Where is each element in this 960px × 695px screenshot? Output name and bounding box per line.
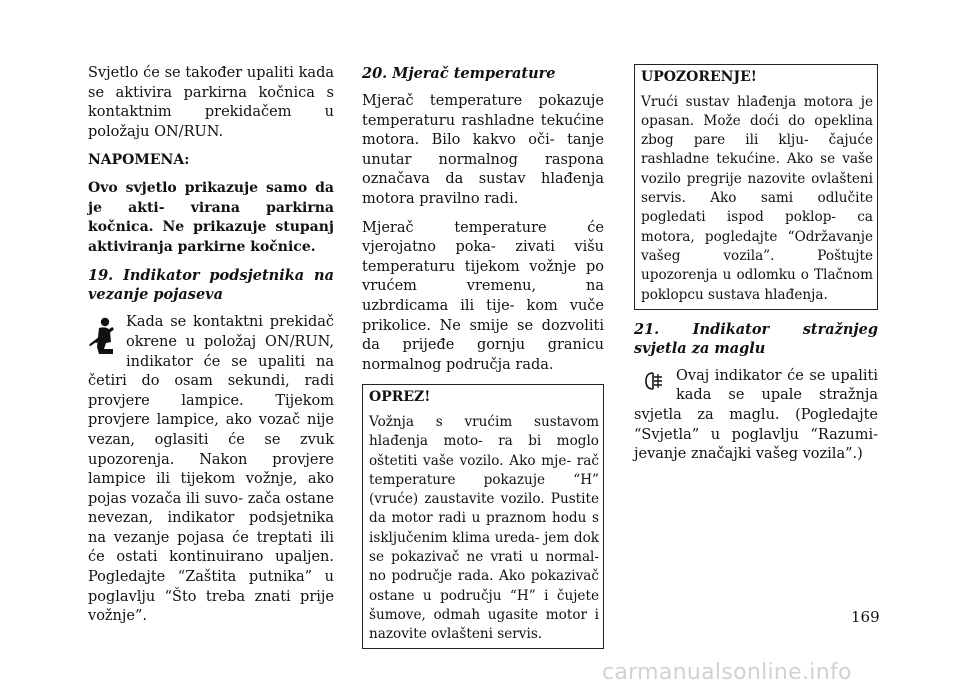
seatbelt-paragraph <box>88 313 334 627</box>
fog-text: Ovaj indikator će se upaliti kada se upale stražnja svjetla za maglu. (Pogledajte “Svjetla” u poglavlju “Razumi- jevanje značajki vašeg vozila”.) <box>634 367 878 463</box>
heading-seatbelt-reminder: 19. Indikator podsjetnika na vezanje pojaseva <box>88 267 334 304</box>
note-text: Ovo svjetlo prikazuje samo da je akti- virana parkirna kočnica. Ne prikazuje stupanj aktiviranja parkirne kočnice. <box>88 179 334 255</box>
column-middle <box>362 64 604 659</box>
column-right <box>634 64 878 474</box>
rear-fog-light-icon <box>642 371 664 398</box>
intro-paragraph: Svjetlo će se također upaliti kada se aktivira parkirna kočnica s kontaktnim prekidačem u položaju ON/RUN. <box>88 65 334 140</box>
heading-temperature-gauge: 20. Mjerač temperature <box>362 65 556 82</box>
warning-box <box>634 64 878 310</box>
page-number: 169 <box>851 608 880 626</box>
warning-title: UPOZORENJE! <box>641 69 757 85</box>
caution-box <box>362 384 604 649</box>
seatbelt-text: Kada se kontaktni prekidač okrene u položaj ON/RUN, indikator će se upaliti na četiri do osam sekundi, radi provjere lampice. Tijekom provjere lampice, ako vozač nije vezan, oglasiti će se zvuk upozorenja. Nakon provjere lampice ili tijekom vožnje, ako pojas vozača ili suvo- zača ostane nevezan, indikator podsjetnika na vezanje pojasa će treptati ili će ostati kontinuirano upaljen. Pogledajte “Zaštita putnika” u poglavlju “Što treba znati prije vožnje”. <box>88 314 334 625</box>
seatbelt-icon <box>88 317 116 364</box>
temperature-paragraph-1: Mjerač temperature pokazuje temperaturu rashladne tekućine motora. Bilo kakvo oči- tanje unutar normalnog raspona označava da sustav hlađenja motora pravilno radi. <box>362 93 604 207</box>
fog-paragraph <box>634 367 878 465</box>
watermark: carmanualsonline.info <box>602 660 852 685</box>
caution-text: Vožnja s vrućim sustavom hlađenja moto- ra bi moglo oštetiti vaše vozilo. Ako mje- rač temperature pokazuje “H” (vruće) zaustavite vozilo. Pustite da motor radi u praznom hodu s isključenim klima ureda- jem dok se pokazivač ne vrati u normal- no područje rada. Ako pokazivač ostane u području “H” i čujete šumove, odmah ugasite motor i nazovite ovlašteni servis. <box>369 413 599 643</box>
heading-rear-fog-light: 21. Indikator stražnjeg svjetla za maglu <box>634 320 878 357</box>
warning-text: Vrući sustav hlađenja motora je opasan. Može doći do opeklina zbog pare ili klju- čajuće rashladne tekućine. Ako se vaše vozilo pregrije nazovite ovlašteni servis. Ako sami odlučite pogledati ispod poklop- ca motora, pogledajte “Održavanje vašeg vozila”. Poštujte upozorenja u odlomku o Tlačnom poklopcu sustava hlađenja. <box>641 93 873 303</box>
note-label: NAPOMENA: <box>88 152 190 169</box>
temperature-paragraph-2: Mjerač temperature će vjerojatno poka- zivati višu temperaturu tijekom vožnje po vrućem vremenu, na uzbrdicama ili tije- kom vuče prikolice. Ne smije se dozvoliti da prijeđe gornju granicu normalnog područja rada. <box>362 219 604 373</box>
caution-title: OPREZ! <box>369 389 431 406</box>
column-left <box>88 64 334 636</box>
